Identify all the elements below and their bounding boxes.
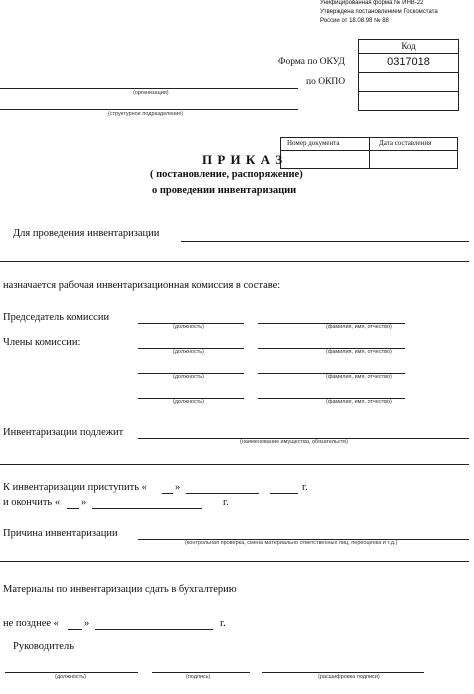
- head-label: Руководитель: [13, 641, 74, 652]
- code-table: [358, 39, 459, 111]
- form-code-line: Унифицированная форма № ИНВ-22: [320, 0, 424, 6]
- finish-label: и окончить «: [3, 497, 61, 508]
- approval-date-line: России от 18.08.98 № 88: [320, 18, 389, 24]
- deadline-label: не позднее «: [3, 618, 59, 629]
- finish-month-line: [92, 508, 202, 509]
- finish-year-suffix: г.: [223, 497, 229, 508]
- finish-quote-close: »: [81, 497, 87, 508]
- start-year-line: [270, 493, 298, 494]
- doc-date-label: Дата составления: [379, 139, 432, 147]
- subdivision-caption: (структурное подразделение): [108, 111, 184, 117]
- start-quote-close: »: [175, 482, 181, 493]
- member3-name-caption: (фамилия, имя, отчество): [326, 399, 392, 405]
- okpo-label: по ОКПО: [306, 77, 346, 87]
- members-label: Члены комиссии:: [3, 337, 81, 348]
- code-header: Код: [359, 40, 458, 54]
- okud-value: 0317018: [359, 53, 458, 73]
- head-name-caption: (расшифровка подписи): [318, 674, 380, 680]
- organization-line: [0, 88, 298, 89]
- commission-text: назначается рабочая инвентаризационная комиссия в составе:: [3, 280, 281, 291]
- approval-line: Утверждена постановлением Госкомстата: [320, 9, 438, 15]
- member3-position-caption: (должность): [173, 399, 204, 405]
- member2-name-caption: (фамилия, имя, отчество): [326, 374, 392, 380]
- doc-number-label: Номер документа: [287, 139, 340, 147]
- member1-position-caption: (должность): [173, 349, 204, 355]
- deadline-month-line: [95, 629, 213, 630]
- doc-title: П Р И К А З: [202, 152, 284, 167]
- deadline-year-suffix: г.: [220, 618, 226, 629]
- subject-line-2: [0, 464, 469, 465]
- chairman-position-caption: (должность): [173, 324, 204, 330]
- start-year-suffix: г.: [302, 482, 308, 493]
- head-signature-line: [152, 672, 250, 673]
- for-inventory-text: Для проведения инвентаризации: [13, 228, 160, 239]
- head-position-line: [5, 672, 138, 673]
- start-label: К инвентаризации приступить «: [3, 482, 147, 493]
- deadline-day-line: [68, 629, 82, 630]
- doc-subject-title: о проведении инвентаризации: [152, 185, 297, 196]
- start-day-line: [162, 493, 173, 494]
- subject-caption: (наименование имущества, обязательств): [240, 439, 348, 445]
- chairman-name-caption: (фамилия, имя, отчество): [326, 324, 392, 330]
- doc-number-table: [280, 137, 458, 169]
- for-inventory-line: [181, 241, 469, 242]
- organization-caption: (организация): [133, 90, 169, 96]
- blank-line: [0, 261, 469, 262]
- start-month-line: [186, 493, 259, 494]
- head-name-line: [262, 672, 424, 673]
- subdivision-line: [0, 109, 298, 110]
- member2-position-caption: (должность): [173, 374, 204, 380]
- chairman-label: Председатель комиссии: [3, 312, 110, 323]
- reason-line-2: [0, 561, 469, 562]
- reason-caption: (контрольная проверка, смена материально ответственных лиц, переоценка и т.д.): [185, 540, 398, 546]
- okpo-value: [359, 72, 458, 92]
- head-position-caption: (должность): [55, 674, 86, 680]
- submit-text: Материалы по инвентаризации сдать в бухгалтерию: [3, 584, 237, 595]
- head-signature-caption: (подпись): [186, 674, 211, 680]
- member1-name-caption: (фамилия, имя, отчество): [326, 349, 392, 355]
- subject-label: Инвентаризации подлежит: [3, 427, 124, 438]
- reason-label: Причина инвентаризации: [3, 528, 118, 539]
- deadline-quote-close: »: [84, 618, 90, 629]
- finish-day-line: [67, 508, 79, 509]
- okud-label: Форма по ОКУД: [278, 57, 345, 67]
- doc-subtitle: ( постановление, распоряжение): [150, 169, 303, 180]
